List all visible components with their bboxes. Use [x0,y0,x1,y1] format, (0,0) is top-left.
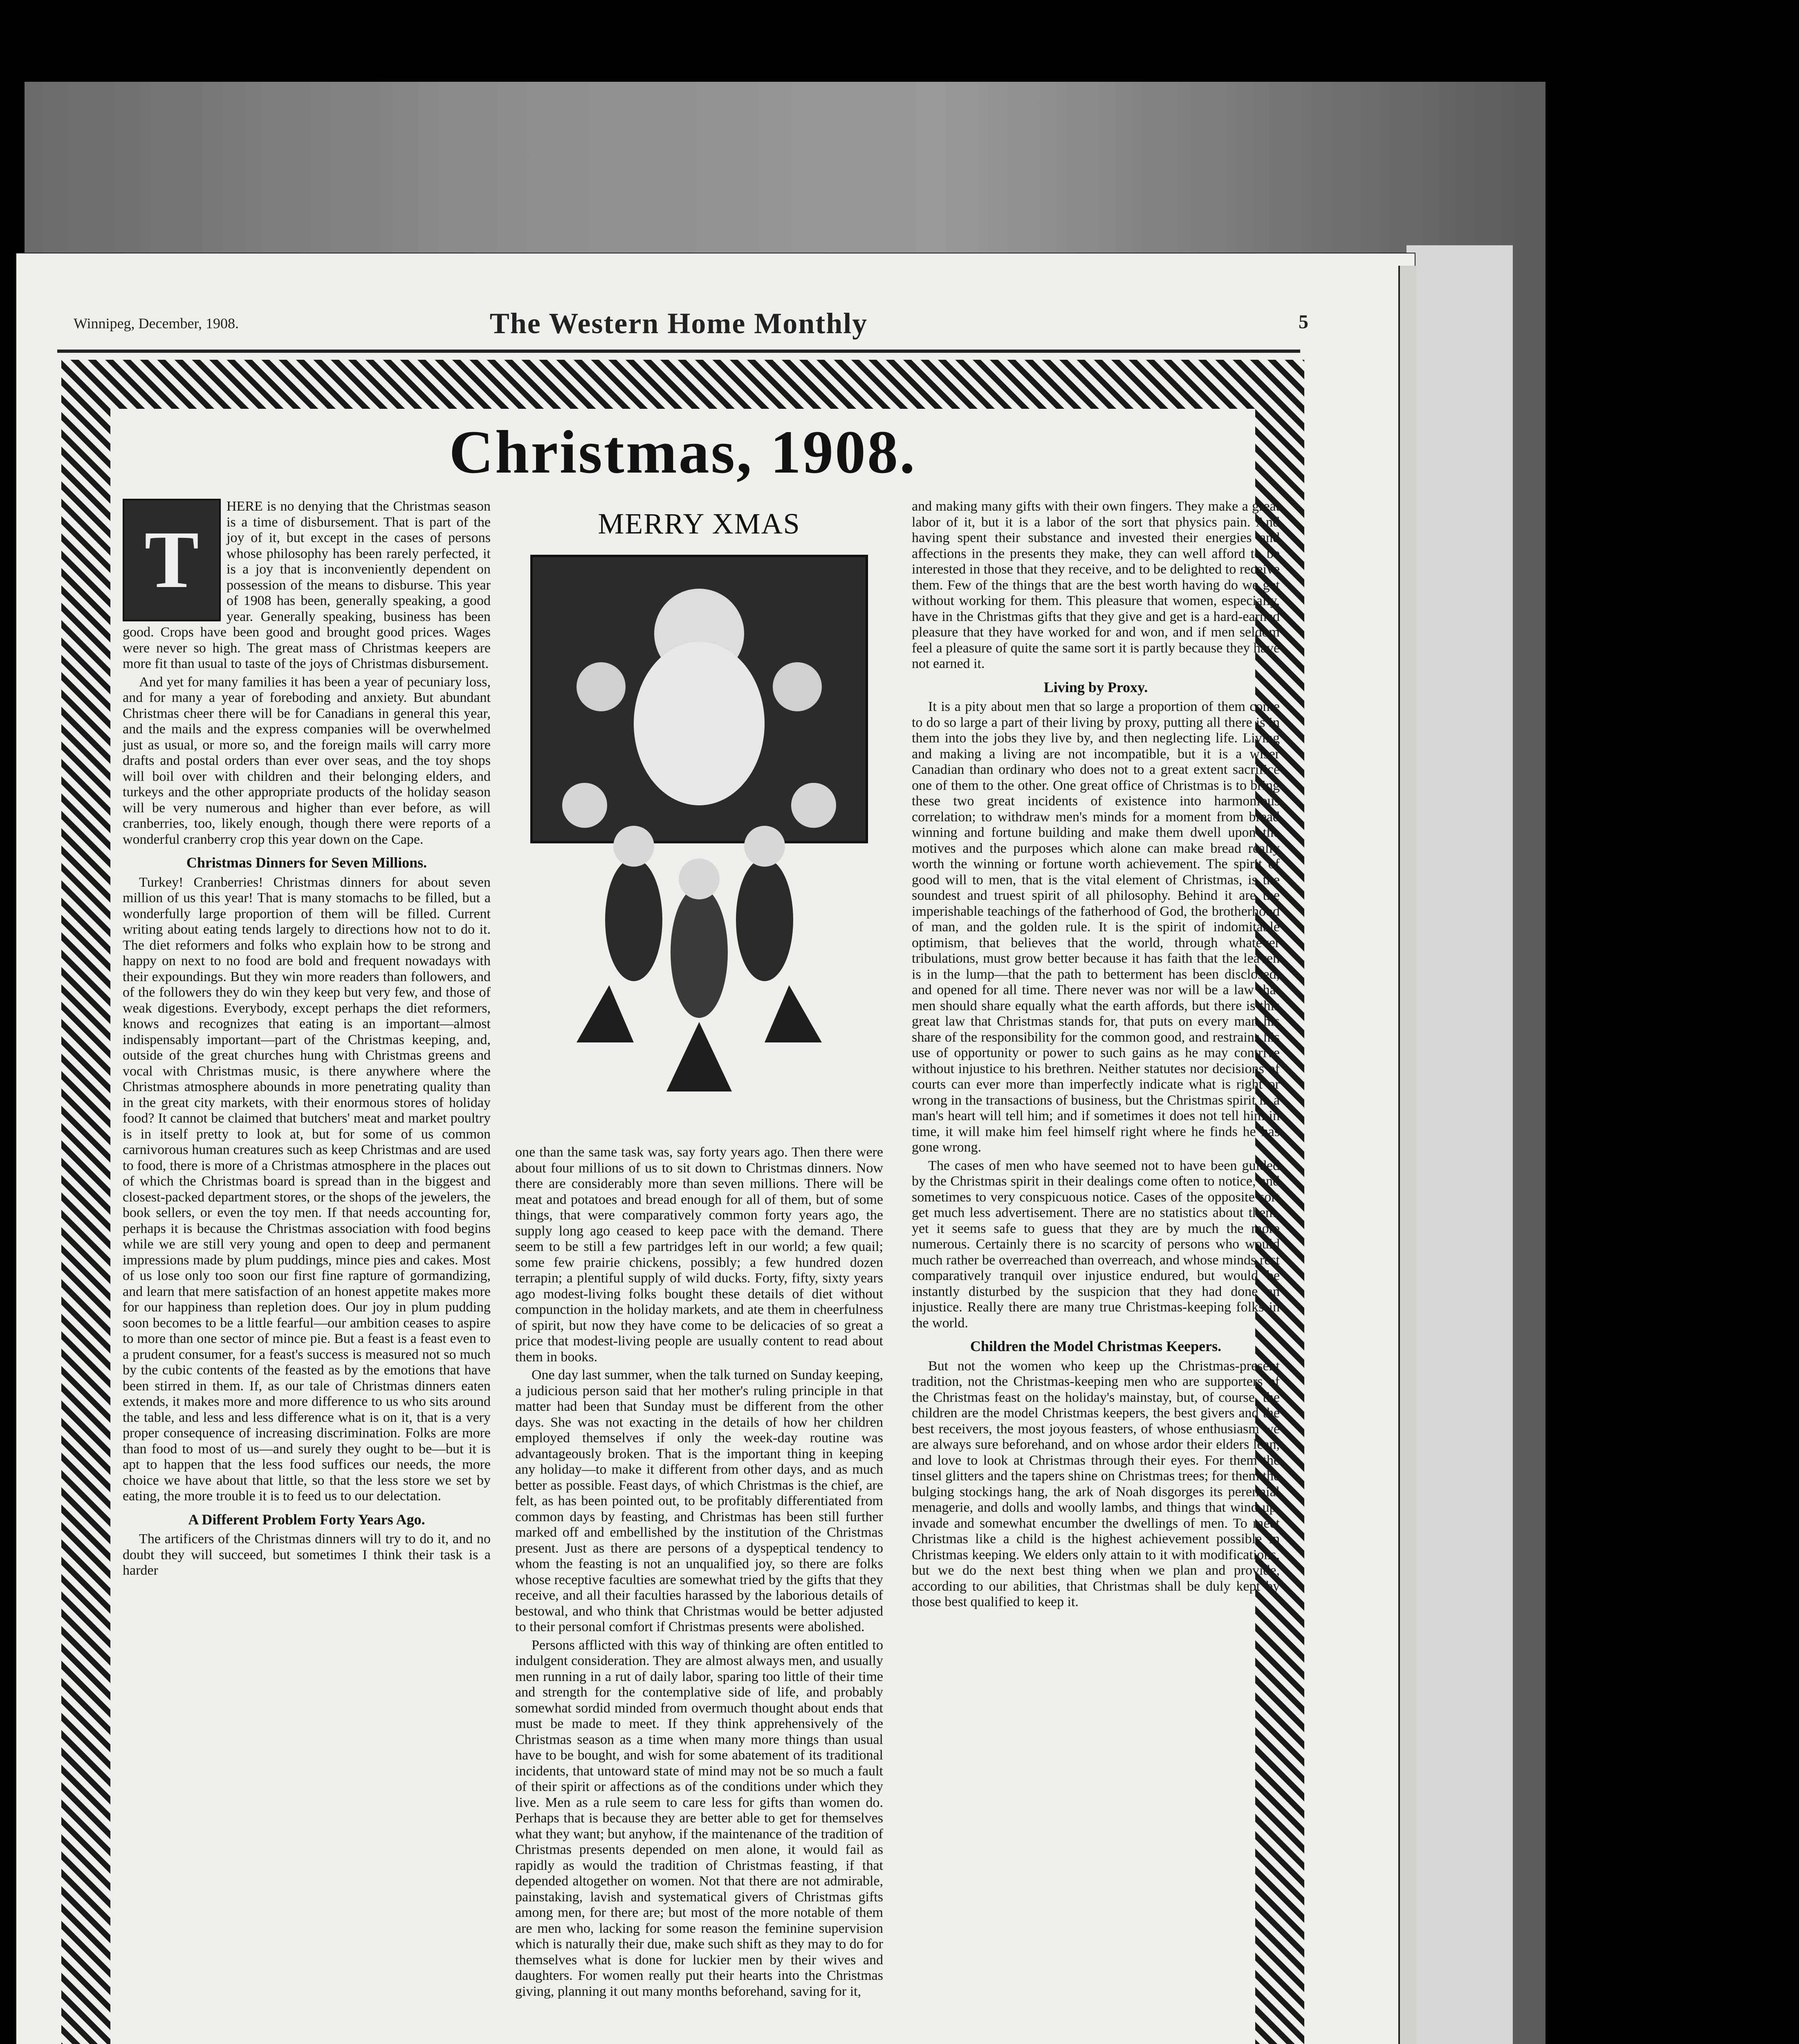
paragraph: one than the same task was, say forty years ago. Then there were about four millions of us to sit down to Christmas dinners. Now there are considerably more than seven millions. There will be meat and potatoes and bread enough for all of them, but of some things, that were comparatively common forty years ago, the supply long ago ceased to keep pace with the demand. There seem to be still a few partridges left in our world; a few quail; some few prairie chickens, possibly; a few hundred dozen terrapin; a plentiful supply of wild ducks. Forty, fifty, sixty years ago modest-living folks bought these details of diet without compunction in the holiday markets, and ate them in cheerfulness of spirit, but now they have come to be delicacies of so great a price that modest-living people are usually content to read about them in books. [515,1145,883,1365]
paragraph: And yet for many families it has been a year of pecuniary loss, and for many a year of foreboding and anxiety. But abundant Christmas cheer there will be for Canadians in general this year, and the mails and the express companies will be overwhelmed just as usual, or more so, and the foreign mails will carry more drafts and postal orders than ever over seas, and the toy shops will boil over with children and their belonging elders, and turkeys and the other appropriate products of the holiday season will be very numerous and higher than ever before, as will cranberries, too, likely enough, though there were reports of a wonderful cranberry crop this year down on the Cape. [123,674,491,847]
column-3 [912,499,1280,1613]
paragraph: The cases of men who have seemed not to have been guided by the Christmas spirit in their dealings come often to notice, and sometimes to very conspicuous notice. Cases of the opposite sort get much less advertisement. There are no statistics about them, yet it seems safe to guess that they are by much the more numerous. Certainly there is no scarcity of persons who would much rather be overreached than overreach, and whose minds rest comparatively tranquil over injustice endured, but would be instantly disturbed by the suspicion that they had done an injustice. Really there are many true Christmas-keeping folks in the world. [912,1158,1280,1331]
header-date: Winnipeg, December, 1908. [74,315,239,332]
article-title: Christmas, 1908. [449,418,917,486]
page-number: 5 [1299,311,1308,333]
paragraph: But not the women who keep up the Christmas-present tradition, not the Christmas-keeping men who are supporters of the Christmas feast on the holiday's mainstay, but, of course, the children are the model Christmas keepers, the best givers and the best receivers, the most joyous feasters, of whose enthusiasm we are always sure beforehand, and on whose ardor their elders lean, and love to look at Christmas through their eyes. For them the tinsel glitters and the tapers shine on Christmas trees; for them the bulging stockings hang, the ark of Noah disgorges its perennial menagerie, and dolls and woolly lambs, and things that wind up, invade and somewhat encumber the dwellings of men. To meet Christmas like a child is the highest achievement possible in Christmas keeping. We elders only attain to it with modifications, but we do the next best thing when we plan and provide, according to our abilities, that Christmas shall be duly kept by those best qualified to keep it. [912,1358,1280,1609]
column-2 [515,1145,883,2002]
paragraph: HERE is no denying that the Christmas season is a time of disbursement. That is part of the joy of it, but except in the cases of persons whose philosophy has been rarely perfected, it is a joy that is inconveniently dependent on possession of the means to disburse. This year of 1908 has been, generally speaking, a good year. Generally speaking, business has been good. Crops have been good and brought good prices. Wages were never so high. The great mass of Christmas keepers are more fit than usual to taste of the joys of Christmas disbursement. [123,499,491,671]
page-edge [1398,266,1416,2044]
article-body [110,409,1280,2044]
scan-background-right [1406,245,1513,2044]
paragraph: Turkey! Cranberries! Christmas dinners for about seven million of us this year! That is many stomachs to be filled, but a wonderfully large proportion of them will be filled. Current writing about eating tends largely to directions how not to do it. The diet reformers and folks who explain how to be strong and happy on next to no food are bold and frequent nowadays with their expoundings. But they win more readers than followers, and of the followers they do win they keep but very few, and those of weak digestions. Everybody, except perhaps the diet reformers, knows and recognizes that eating is an important—almost indispensably important—part of the Christmas keeping, and, outside of the great churches hung with Christmas greens and vocal with Christmas music, is there anywhere where the Christmas atmosphere abounds in more penetrating quality than in the great city markets, with their enormous stores of holiday food? It cannot be claimed that butchers' meat and market poultry is in itself pretty to look at, but for some of us common carnivorous human creatures such as keep Christmas and are used to food, there is more of a Christmas atmosphere in the places out of which the Christmas board is spread than in the biggest and closest-packed department stores, or the shops of the jewelers, the book sellers, or even the toy men. If that needs accounting for, perhaps it is because the Christmas association with food begins while we are still very young and open to deep and permanent impressions made by plum puddings, mince pies and cakes. Most of us lose only too soon our first fine rapture of gormandizing, and learn that mere satisfaction of an honest appetite makes more for our happiness than repletion does. Our joy in plum pudding soon becomes to be a little fearful—our ambition ceases to aspire to more than one sector of mince pie. But a feast is a feast even to a prudent consumer, for a feast's success is measured not so much by the cubic contents of the feasted as by the emotions that have been stirred in them. If, as our tale of Christmas dinners eaten extends, it makes more and more difference to us who sits around the table, and less and less difference what is on it, that is a very proper consequence of increasing discrimination. Folks are more than food to most of us—and surely they ought to be—but it is apt to happen that the less food suffices our needs, the more choice we have about that little, so that the less store we set by eating, the more trouble it is to feed us to our delectation. [123,874,491,1504]
masthead: The Western Home Monthly [489,307,868,340]
column-1 [123,499,491,1581]
paragraph: One day last summer, when the talk turned on Sunday keeping, a judicious person said that her mother's ruling principle in that matter had been that Sunday must be different from the other days. She was not exacting in the details of how her children employed themselves if only the week-day routine was advantageously broken. That is the important thing in keeping any holiday—to make it different from other days, and as much better as possible. Feast days, of which Christmas is the chief, are felt, as has been pointed out, to be profitably differentiated from common days by feasting, and Christmas has been still further marked off and embellished by the institution of the Christmas present. Just as there are persons of a dyspeptical tendency to whom the feasting is not an unqualified joy, so there are folks whose receptive faculties are somewhat tried by the gifts that they receive, and all their faculties harassed by the laborious details of bestowal, and who think that Christmas would be better adjusted to their personal comfort if Christmas presents were abolished. [515,1367,883,1634]
paragraph: The artificers of the Christmas dinners will try to do it, and no doubt they will succeed, but sometimes I think their task is a harder [123,1531,491,1578]
subheading-forty-years: A Different Problem Forty Years Ago. [188,1511,425,1528]
illustration-caption: MERRY XMAS [598,507,801,540]
paragraph: and making many gifts with their own fingers. They make a great labor of it, but it is a labor of the sort that physics pain. And having spent their substance and invested their energies and affections in the presents they make, they can well afford to be interested in those that they receive, and to be delighted to receive them. Few of the things that are the best worth having do we get without working for them. This pleasure that women, especially, have in the Christmas gifts that they give and get is a hard-earned pleasure that they have worked for and won, and if men seldom feel a pleasure of quite the same sort it is partly because they have not earned it. [912,499,1280,671]
running-header [57,307,1308,343]
holly-border-frame [61,360,1304,2044]
paragraph: It is a pity about men that so large a proportion of them come to do so large a part of their living by proxy, putting all there is in them into the jobs they live by, and then neglecting life. Living and making a living are not incompatible, but it is a wiser Canadian than ordinary who does not to a great extent sacrifice one of them to the other. One great office of Christmas is to bring these two great incidents of existence into harmonious correlation; to withdraw men's minds for a moment from bread winning and fortune building and make them dwell upon the motives and the purposes which alone can make bread really worth the winning or fortune worth achievement. The spirit of good will to men, that is the vital element of Christmas, is the soundest and truest spirit of all philosophy. Behind it are the imperishable teachings of the fatherhood of God, the brotherhood of man, and the golden rule. It is the spirit of indomitable optimism, that believes that the world, through whatever tribulations, must grow better because it has faith that the leaven is in the lump—that the path to betterment has been disclosed, and opened for all time. There never was nor will be a law that men should share equally what the earth affords, but there is this great law that Christmas stands for, that puts on every man his share of the responsibility for the common good, and restrains his use of opportunity or power to such gains as he may contrive without injustice to his brethren. Neither statutes nor decisions of courts can ever more than imperfectly indicate what is right or wrong in the transactions of business, but the Christmas spirit in a man's heart will tell him; and if sometimes it does not tell him in time, it will make him feel himself right where he finds he has gone wrong. [912,699,1280,1155]
subheading-children: Children the Model Christmas Keepers. [970,1338,1222,1354]
paragraph: Persons afflicted with this way of thinking are often entitled to indulgent consideration. They are almost always men, and usually men running in a rut of daily labor, sparing too little of their time and strength for the contemplative side of life, and probably somewhat sordid minded from overmuch thought about ends that must be made to meet. If they think apprehensively of the Christmas season as a time when many more things than usual have to be bought, and wish for some abatement of its traditional incidents, that untoward state of mind may not be so much a fault of their spirit or affections as of the conditions under which they live. Men as a rule seem to care less for gifts than women do. Perhaps that is because they are better able to get for themselves what they want; but anyhow, if the maintenance of the tradition of Christmas presents depended on men alone, it would fail as rapidly as would the tradition of Christmas feasting, if that depended altogether on women. Not that there are not admirable, painstaking, lavish and systematical givers of Christmas gifts among men, for there are; but most of the more notable of them are men who, lacking for some reason the feminine supervision which is naturally their due, make such shift as they may to do for themselves what is done for luckier men by their wives and daughters. For women really put their hearts into the Christmas giving, planning it out many months beforehand, saving for it, [515,1637,883,1999]
christmas-illustration [519,507,879,1136]
dancing-children-santa-image [527,552,871,1116]
subheading-dinners: Christmas Dinners for Seven Millions. [186,854,427,871]
header-rule [57,350,1300,353]
subheading-proxy: Living by Proxy. [1043,679,1148,695]
dropcap-initial: T [123,499,221,621]
